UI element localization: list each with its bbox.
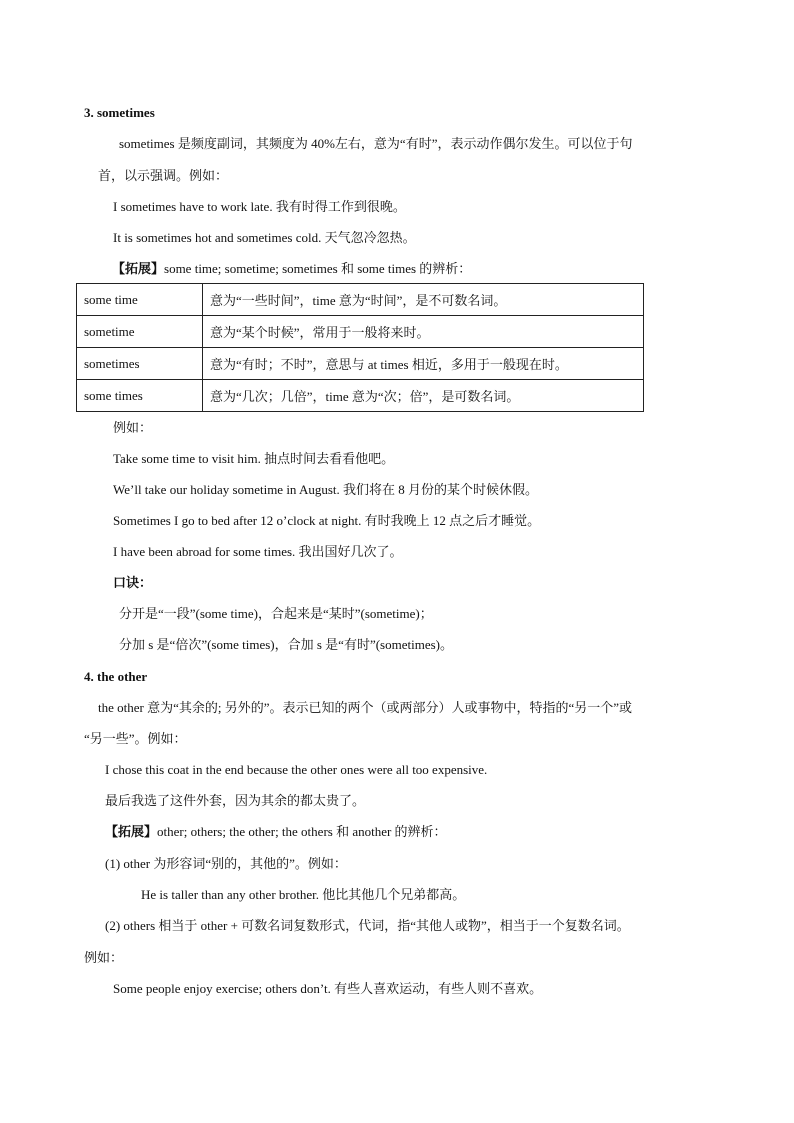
table-desc: 意为“一些时间”，time 意为“时间”，是不可数名词。	[203, 284, 644, 316]
example-sentence: We’ll take our holiday sometime in August. 我们将在 8 月份的某个时候休假。	[113, 482, 539, 497]
rhyme-line: 分开是“一段”(some time)，合起来是“某时”(sometime)；	[119, 606, 433, 621]
section-heading-the-other: 4. the other	[84, 669, 148, 684]
table-row	[77, 380, 644, 412]
example-sentence: It is sometimes hot and sometimes cold. 天气忽冷忽热。	[113, 230, 416, 245]
rhyme-line: 分加 s 是“倍次”(some times)，合加 s 是“有时”(sometimes)。	[119, 637, 453, 652]
table-row	[77, 316, 644, 348]
example-sentence: He is taller than any other brother. 他比其他几个兄弟都高。	[141, 887, 466, 902]
point-line: (2) others 相当于 other + 可数名词复数形式，代词，指“其他人或物”，相当于一个复数名词。	[105, 918, 630, 933]
example-sentence: Sometimes I go to bed after 12 o’clock at night. 有时我晚上 12 点之后才睡觉。	[113, 513, 541, 528]
example-sentence: I have been abroad for some times. 我出国好几次了。	[113, 544, 403, 559]
table-term: sometimes	[77, 348, 203, 380]
comparison-table	[76, 283, 644, 412]
table-desc: 意为“某个时候”，常用于一般将来时。	[203, 316, 644, 348]
paragraph-line: “另一些”。例如：	[84, 731, 187, 746]
expand-label: 【拓展】	[112, 261, 165, 276]
table-desc: 意为“几次；几倍”，time 意为“次；倍”，是可数名词。	[203, 380, 644, 412]
example-sentence: I sometimes have to work late. 我有时得工作到很晚。	[113, 199, 406, 214]
example-sentence: Some people enjoy exercise; others don’t. 有些人喜欢运动，有些人则不喜欢。	[113, 981, 543, 996]
paragraph-line: sometimes 是频度副词，其频度为 40%左右，意为“有时”，表示动作偶尔发生。可以位于句	[119, 136, 633, 151]
table-desc: 意为“有时；不时”，意思与 at times 相近，多用于一般现在时。	[203, 348, 644, 380]
example-sentence: Take some time to visit him. 抽点时间去看看他吧。	[113, 451, 395, 466]
expand-text: some time; sometime; sometimes 和 some times 的辨析：	[164, 261, 472, 276]
table-term: some times	[77, 380, 203, 412]
paragraph-line: 首，以示强调。例如：	[98, 168, 229, 183]
point-line: 例如：	[84, 950, 124, 965]
table-row	[77, 284, 644, 316]
example-sentence: I chose this coat in the end because the other ones were all too expensive.	[105, 762, 488, 777]
point-line: (1) other 为形容词“别的，其他的”。例如：	[105, 856, 347, 871]
eg-label: 例如：	[113, 420, 153, 435]
expand-note	[112, 261, 471, 277]
section-heading-sometimes: 3. sometimes	[84, 105, 155, 120]
table-row	[77, 348, 644, 380]
rhyme-label: 口诀：	[113, 575, 153, 590]
example-translation: 最后我选了这件外套，因为其余的都太贵了。	[105, 793, 366, 808]
expand-text: other; others; the other; the others 和 another 的辨析：	[157, 824, 447, 839]
table-term: sometime	[77, 316, 203, 348]
expand-note	[105, 824, 447, 840]
paragraph-line: the other 意为“其余的; 另外的”。表示已知的两个（或两部分）人或事物中，特指的“另一个”或	[98, 700, 633, 715]
table-term: some time	[77, 284, 203, 316]
expand-label: 【拓展】	[105, 824, 158, 839]
